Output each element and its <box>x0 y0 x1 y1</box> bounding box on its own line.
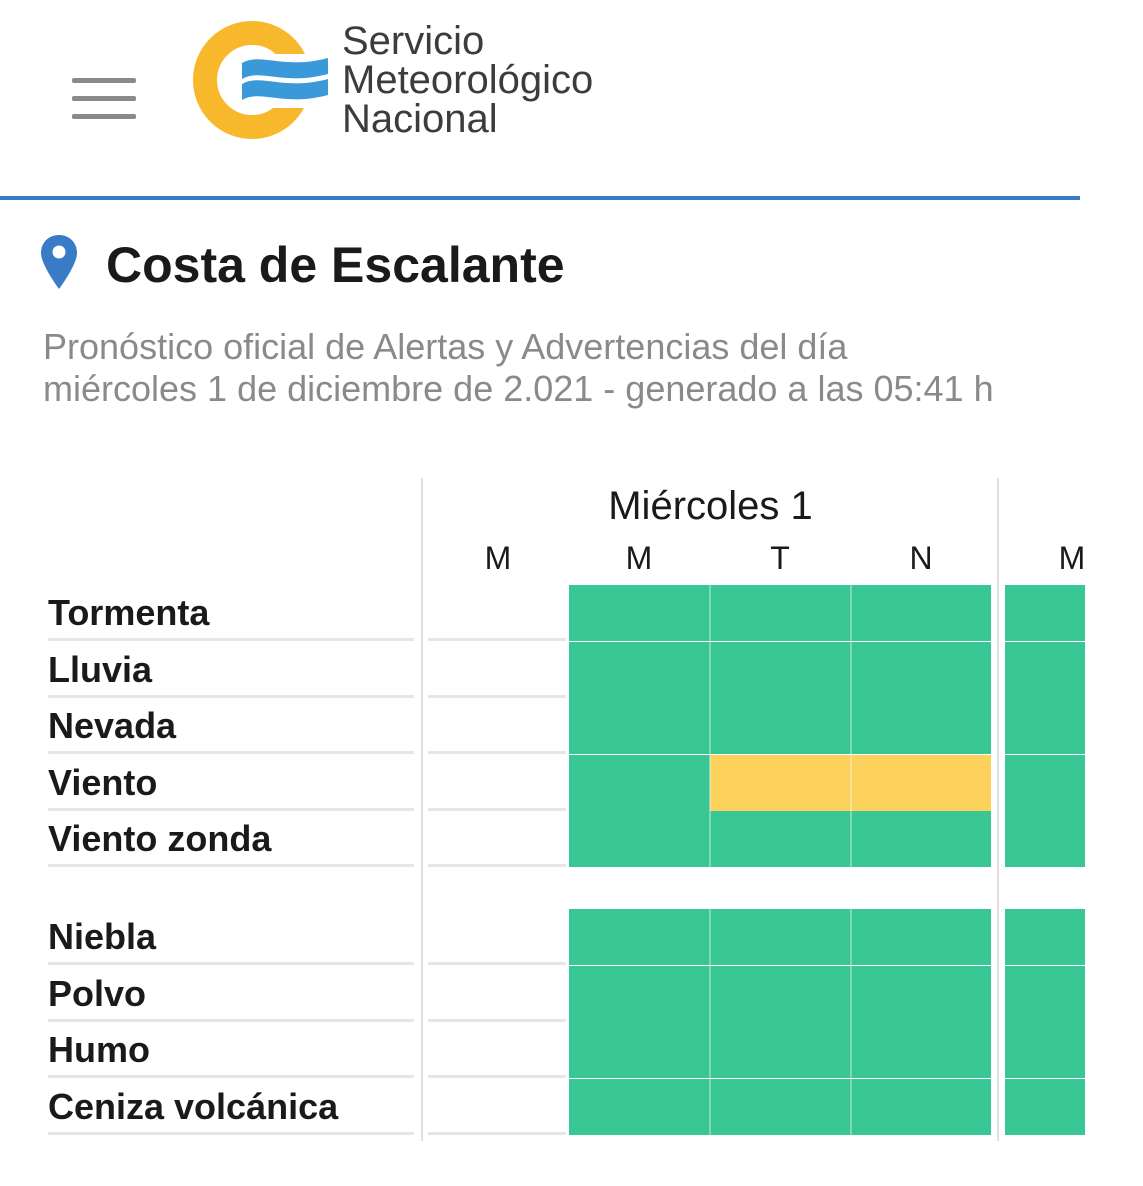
alert-cell-green[interactable] <box>569 755 710 811</box>
alert-cell-green[interactable] <box>710 1079 851 1135</box>
alert-cell-green[interactable] <box>1005 585 1085 641</box>
cell-separator <box>850 909 852 1135</box>
header-divider <box>0 196 1080 200</box>
empty-cell <box>428 585 566 641</box>
row-label: Lluvia <box>48 642 414 698</box>
alert-cell-green[interactable] <box>710 585 851 641</box>
alert-cell-green[interactable] <box>1005 642 1085 698</box>
row-label: Polvo <box>48 966 414 1022</box>
alert-cell-green[interactable] <box>569 811 710 867</box>
logo-line: Servicio <box>342 19 485 63</box>
row-label: Ceniza volcánica <box>48 1079 414 1135</box>
logo-line: Meteorológico <box>342 58 594 102</box>
site-header <box>0 0 1080 196</box>
alert-cell-green[interactable] <box>851 811 991 867</box>
hamburger-menu-icon[interactable] <box>72 78 136 122</box>
alert-cell-green[interactable] <box>569 966 710 1022</box>
alert-cell-green[interactable] <box>1005 755 1085 811</box>
alert-cell-green[interactable] <box>851 585 991 641</box>
row-label: Tormenta <box>48 585 414 641</box>
column-divider <box>997 478 999 1141</box>
logo-wordmark <box>342 19 594 141</box>
alert-cell-green[interactable] <box>1005 698 1085 754</box>
empty-cell <box>428 755 566 811</box>
alert-cell-green[interactable] <box>1005 1022 1085 1078</box>
alert-cell-green[interactable] <box>851 642 991 698</box>
alert-cell-green[interactable] <box>710 1022 851 1078</box>
alert-cell-green[interactable] <box>569 1079 710 1135</box>
map-pin-icon <box>40 234 78 290</box>
smn-logo[interactable] <box>192 18 652 148</box>
alert-cell-green[interactable] <box>569 1022 710 1078</box>
cell-separator <box>709 909 711 1135</box>
alert-cell-green[interactable] <box>1005 1079 1085 1135</box>
period-header: M <box>625 540 653 576</box>
alert-cell-green[interactable] <box>1005 966 1085 1022</box>
location-title: Costa de Escalante <box>106 237 565 293</box>
alert-cell-green[interactable] <box>710 698 851 754</box>
empty-cell <box>428 811 566 867</box>
empty-cell <box>428 1022 566 1078</box>
alert-cell-green[interactable] <box>710 966 851 1022</box>
alert-cell-green[interactable] <box>851 1022 991 1078</box>
logo-line: Nacional <box>342 97 498 141</box>
period-header: N <box>909 540 933 576</box>
cell-separator <box>850 585 852 867</box>
empty-cell <box>428 698 566 754</box>
column-divider <box>421 478 423 1141</box>
alert-cell-green[interactable] <box>710 811 851 867</box>
alert-cell-yellow[interactable] <box>851 755 991 811</box>
alert-cell-green[interactable] <box>851 966 991 1022</box>
empty-cell <box>428 642 566 698</box>
alert-cell-green[interactable] <box>569 909 710 965</box>
alert-cell-green[interactable] <box>851 698 991 754</box>
empty-cell <box>428 909 566 965</box>
row-label: Nevada <box>48 698 414 754</box>
day-header: Miércoles 1 <box>608 484 813 528</box>
period-header: M <box>1058 540 1086 576</box>
alert-cell-green[interactable] <box>851 1079 991 1135</box>
alert-cell-green[interactable] <box>1005 811 1085 867</box>
alert-cell-green[interactable] <box>569 642 710 698</box>
cell-separator <box>709 585 711 867</box>
row-label: Viento <box>48 755 414 811</box>
alert-cell-green[interactable] <box>851 909 991 965</box>
alert-cell-green[interactable] <box>710 909 851 965</box>
alert-cell-green[interactable] <box>1005 909 1085 965</box>
alert-cell-yellow[interactable] <box>710 755 851 811</box>
subtitle-line: Pronóstico oficial de Alertas y Advertencias del día <box>43 326 848 367</box>
smn-logo-icon <box>192 18 332 143</box>
period-header: T <box>770 540 790 576</box>
period-header: M <box>484 540 512 576</box>
alert-cell-green[interactable] <box>569 698 710 754</box>
row-label: Viento zonda <box>48 811 414 867</box>
subtitle-line: miércoles 1 de diciembre de 2.021 - generado a las 05:41 h <box>43 368 994 409</box>
alert-cell-green[interactable] <box>710 642 851 698</box>
location-heading <box>40 232 1040 296</box>
row-label: Humo <box>48 1022 414 1078</box>
forecast-subtitle <box>43 326 1143 410</box>
alert-cell-green[interactable] <box>569 585 710 641</box>
row-label: Niebla <box>48 909 414 965</box>
empty-cell <box>428 1079 566 1135</box>
empty-cell <box>428 966 566 1022</box>
